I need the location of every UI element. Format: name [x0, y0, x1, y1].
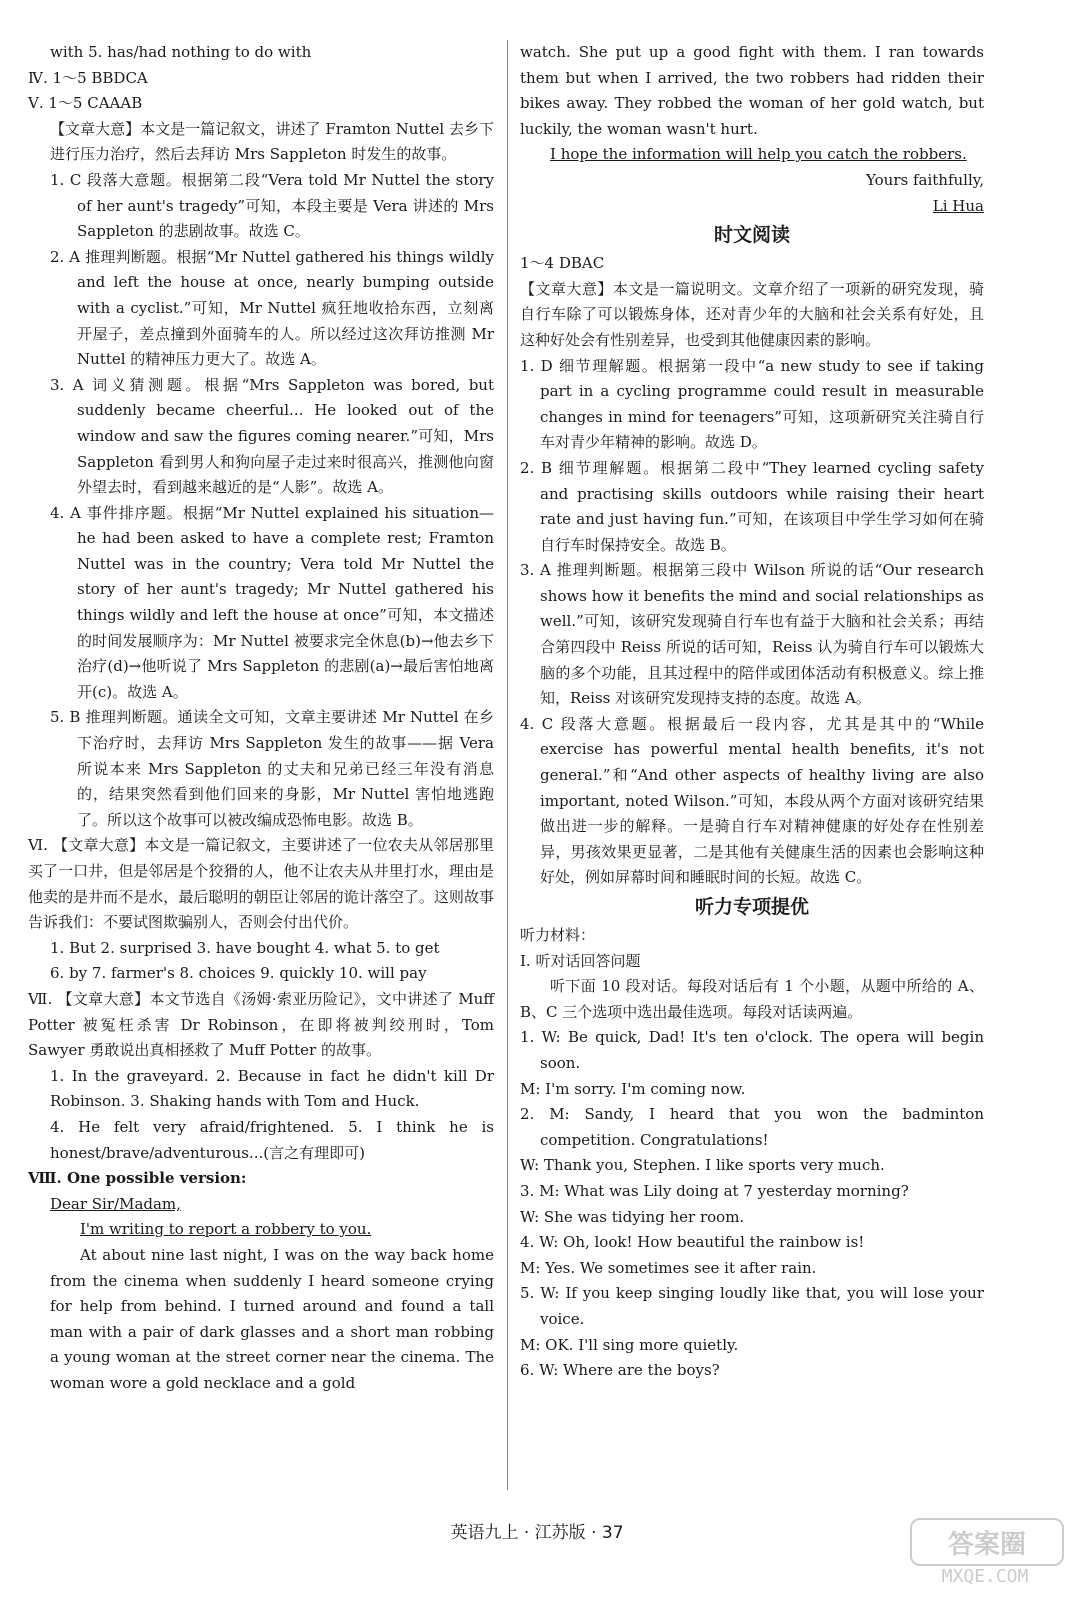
text-paragraph: 6. by 7. farmer's 8. choices 9. quickly 10. will pay [50, 964, 427, 983]
text-paragraph: Ⅰ. 听对话回答问题 [520, 951, 641, 970]
text-paragraph: 1. W: Be quick, Dad! It's ten o'clock. The opera will begin soon. [520, 1028, 984, 1072]
text-paragraph: Ⅴ. 1～5 CAAAB [28, 94, 143, 113]
text-paragraph: 4. C 段落大意题。根据最后一段内容，尤其是其中的“While exercise has powerful mental health benefits, it's not general.”和“And other aspects of healthy living are also important, noted Wilson.”可知，本段从两个方面对该研究结果做出进一步的解释。一是骑自行车对精神健康的好处存在性别差异，男孩效果更显著，二是其他有关健康生活的因素也会影响这种好处，例如屏幕时间和睡眠时间的长短。故选 C。 [520, 714, 984, 887]
text-paragraph: 1～4 DBAC [520, 254, 605, 273]
text-paragraph: Ⅵ. 【文章大意】本文是一篇记叙文，主要讲述了一位农夫从邻居那里买了一口井，但是邻居是个狡猾的人，他不让农夫从井里打水，理由是他卖的是井而不是水，最后聪明的朝臣让邻居的诡计落空了。这则故事告诉我们：不要试图欺骗别人，否则会付出代价。 [28, 836, 494, 932]
watermark [910, 1518, 1060, 1587]
section-heading: 听力专项提优 [694, 896, 809, 918]
right-column [520, 40, 984, 1384]
text-paragraph: 5. B 推理判断题。通读全文可知，文章主要讲述 Mr Nuttel 在乡下治疗时，去拜访 Mrs Sappleton 发生的故事——据 Vera 所说本来 Mrs Sappleton 的丈夫和兄弟已经三年没有消息的，结果突然看到他们回来的身影，Mr Nuttel 害怕地逃跑了。所以这个故事可以被改编成恐怖电影。故选 B。 [50, 708, 494, 829]
text-paragraph: W: Thank you, Stephen. I like sports very much. [520, 1156, 885, 1175]
text-paragraph: 2. B 细节理解题。根据第二段中“They learned cycling safety and practising skills outdoors while raising their heart rate and just having fun.”可知，在该项目中学生学习如何在骑自行车时保持安全。故选 B。 [520, 458, 984, 554]
text-paragraph: 1. But 2. surprised 3. have bought 4. what 5. to get [50, 938, 440, 957]
text-paragraph: 3. M: What was Lily doing at 7 yesterday morning? [520, 1181, 909, 1200]
text-paragraph: M: I'm sorry. I'm coming now. [520, 1079, 746, 1098]
text-paragraph: 1. D 细节理解题。根据第一段中“a new study to see if taking part in a cycling programme could result in measurable changes in mind for teenagers”可知，这项新研究关注骑自行车对青少年精神的影响。故选 D。 [520, 356, 984, 452]
text-paragraph: Dear Sir/Madam, [50, 1194, 181, 1213]
text-paragraph: 1. In the graveyard. 2. Because in fact he didn't kill Dr Robinson. 3. Shaking hands with Tom and Huck. [50, 1066, 494, 1111]
text-paragraph: 1. C 段落大意题。根据第二段“Vera told Mr Nuttel the story of her aunt's tragedy”可知，本段主要是 Vera 讲述的 Mrs Sappleton 的悲剧故事。故选 C。 [50, 170, 494, 241]
left-column [28, 40, 494, 1396]
text-paragraph: M: OK. I'll sing more quietly. [520, 1335, 739, 1354]
text-paragraph: watch. She put up a good fight with them. I ran towards them but when I arrived, the two robbers had ridden their bikes away. They robbed the woman of her gold watch, but luckily, the woman wasn't hurt. [520, 43, 984, 138]
column-divider [507, 40, 508, 1490]
text-paragraph: Ⅳ. 1～5 BBDCA [28, 68, 148, 87]
text-paragraph: 2. M: Sandy, I heard that you won the badminton competition. Congratulations! [520, 1105, 984, 1149]
text-paragraph: 3. A 词义猜测题。根据“Mrs Sappleton was bored, but suddenly became cheerful... He looked out of the window and saw the figures coming nearer.”可知，Mrs Sappleton 看到男人和狗向屋子走过来时很高兴，推测他向窗外望去时，看到越来越近的是“人影”。故选 A。 [50, 375, 494, 497]
text-paragraph: 5. W: If you keep singing loudly like that, you will lose your voice. [520, 1284, 984, 1328]
text-paragraph: 【文章大意】本文是一篇记叙文，讲述了 Framton Nuttel 去乡下进行压力治疗，然后去拜访 Mrs Sappleton 时发生的故事。 [50, 119, 494, 164]
text-paragraph: 听下面 10 段对话。每段对话后有 1 个小题，从题中所给的 A、B、C 三个选项中选出最佳选项。每段对话读两遍。 [520, 977, 984, 1021]
signature-line: Li Hua [932, 196, 984, 215]
text-paragraph: 听力材料： [520, 926, 596, 944]
watermark-url: MXQE.COM [941, 1566, 1029, 1587]
text-paragraph: Ⅷ. One possible version: [28, 1169, 247, 1188]
text-paragraph: I hope the information will help you catch the robbers. [550, 145, 967, 164]
text-paragraph: 2. A 推理判断题。根据“Mr Nuttel gathered his things wildly and left the house at once, nearly bumping outside with a cyclist.”可知，Mr Nuttel 疯狂地收拾东西，立刻离开屋子，差点撞到外面骑车的人。所以经过这次拜访推测 Mr Nuttel 的精神压力更大了。故选 A。 [50, 247, 494, 369]
section-heading: 时文阅读 [713, 224, 790, 247]
text-paragraph: 4. A 事件排序题。根据“Mr Nuttel explained his situation—he had been asked to have a complete rest; Framton Nuttel was in the country; Vera told Mr Nuttel the story of her aunt's tragedy; Mr Nuttel gathered his things wildly and left the house at once”可知，本文描述的时间发展顺序为：Mr Nuttel 被要求完全休息(b)→他去乡下治疗(d)→他听说了 Mrs Sappleton 的悲剧(a)→最后害怕地离开(c)。故选 A。 [50, 503, 494, 701]
page-footer: 英语九上 · 江苏版 · 37 [450, 1523, 624, 1543]
text-paragraph: Ⅶ. 【文章大意】本文节选自《汤姆·索亚历险记》，文中讲述了 Muff Potter 被冤枉杀害 Dr Robinson，在即将被判绞刑时，Tom Sawyer 勇敢说出真相拯救了 Muff Potter 的故事。 [28, 989, 494, 1060]
text-paragraph: 4. He felt very afraid/frightened. 5. I think he is honest/brave/adventurous...(言之有理即可) [50, 1117, 494, 1162]
text-paragraph: At about nine last night, I was on the way back home from the cinema when suddenly I heard someone crying for help from behind. I turned around and found a tall man with a pair of dark glasses and a short man robbing a young woman at the street corner near the cinema. The woman wore a gold necklace and a gold [50, 1245, 494, 1392]
text-paragraph: I'm writing to report a robbery to you. [80, 1220, 372, 1239]
text-paragraph: 4. W: Oh, look! How beautiful the rainbow is! [520, 1233, 865, 1252]
text-paragraph: 【文章大意】本文是一篇说明文。文章介绍了一项新的研究发现，骑自行车除了可以锻炼身体，还对青少年的大脑和社会关系有好处，且这种好处会有性别差异，也受到其他健康因素的影响。 [520, 279, 984, 349]
watermark-logo: 答案圈 [910, 1518, 1064, 1566]
text-paragraph: 6. W: Where are the boys? [520, 1361, 720, 1380]
text-paragraph: M: Yes. We sometimes see it after rain. [520, 1258, 817, 1277]
signature-line: Yours faithfully, [866, 170, 984, 189]
text-paragraph: with 5. has/had nothing to do with [50, 43, 312, 61]
text-paragraph: 3. A 推理判断题。根据第三段中 Wilson 所说的话“Our research shows how it benefits the mind and social relationships as well.”可知，该研究发现骑自行车也有益于大脑和社会关系；再结合第四段中 Reiss 所说的话可知，Reiss 认为骑自行车可以锻炼大脑的多个功能，且其过程中的陪伴或团体活动有积极意义。综上推知，Reiss 对该研究发现持支持的态度。故选 A。 [520, 561, 984, 708]
text-paragraph: W: She was tidying her room. [520, 1207, 745, 1226]
